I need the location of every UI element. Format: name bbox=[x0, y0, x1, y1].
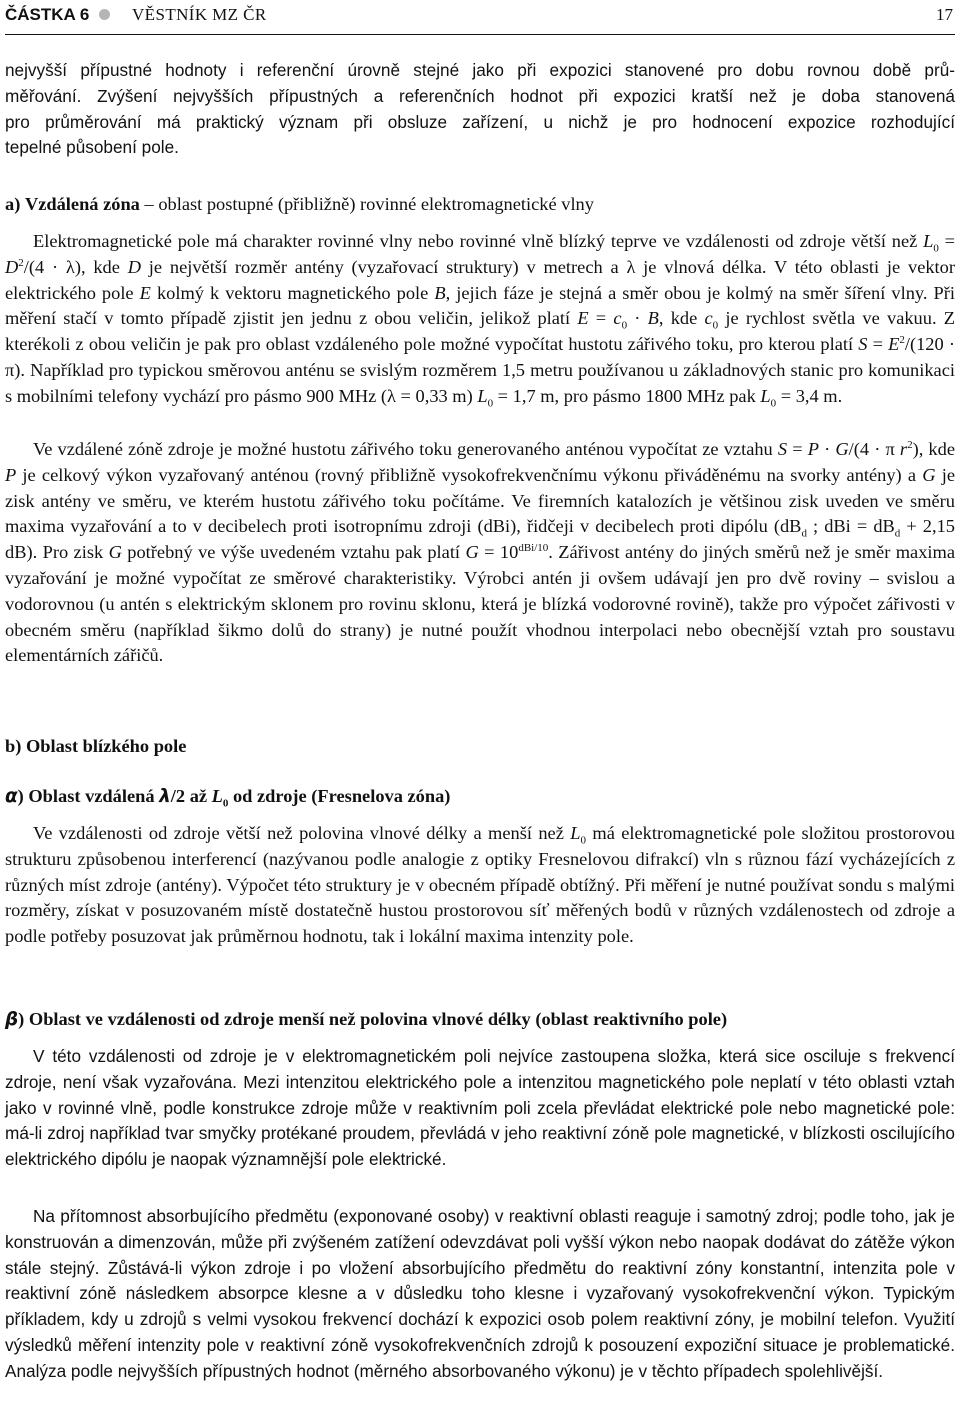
section-a-title: Vzdálená zóna bbox=[24, 194, 140, 214]
issue-part: ČÁSTKA 6 bbox=[5, 5, 90, 24]
intro-line: měřování. Zvýšení nejvyšších přípustných a referenčních hodnot při expozici kratší než je doba stanovená bbox=[5, 85, 955, 106]
section-alpha-heading: α) Oblast vzdálená λ/2 až $L_0$ od zdroje (Fresnelova zóna) bbox=[5, 786, 451, 810]
section-a-label: a) bbox=[5, 194, 21, 214]
section-alpha-paragraph: Ve vzdálenosti od zdroje větší než polovina vlnové délky a menší než $L_0$ má elektromagnetické pole složitou prostorovou strukturu způsobenou interferencí (nazývanou podle analogie z optiky Fresnelovou difrakcí) vln s různou fází vycházejících z různých míst zdroje (antény). Výpočet této struktury je v obecném případě obtížný. Při měření je nutné používat sondu s malými rozměry, získat v posuzovaném místě dostatečně hustou prostorovou síť měřených bodů v různých vzdálenostech od zdroje a podle potřeby posuzovat jak průměrnou hodnotu, tak i lokální maxima intenzity pole. bbox=[5, 823, 955, 947]
section-a-paragraph-2: Ve vzdálené zóně zdroje je možné hustotu zářivého toku generovaného anténou vypočítat ze vztahu S = P · G/(4 · π $r^2$), kde P je celkový výkon vyzařovaný anténou (rovný přibližně vysokofrekvenčnímu výkonu přiváděnému na svorky antény) a G je zisk antény ve směru, ve kterém hustotu zářivého toku počítáme. Ve firemních katalozích je většinou zisk uveden ve směru maxima vyzařování a to v decibelech proti isotropnímu zdroji (dBi), řidčeji v decibelech proti dipólu ($dB_d$ ; dBi = $dB_d + 2,15$ dB). Pro zisk G potřebný ve výše uvedeném vztahu pak platí $G = 10^{dBi/10}$. Zářivost antény do jiných směrů než je směr maxima vyzařování je možné vypočítat ze směrové charakteristiky. Výrobci antén ji ovšem udávají jen pro dvě roviny – svislou a vodorovnou (u antén s elektrickým sklonem pro rovinu sklonu, která je blízká vodorovné rovině), takže pro výpočet zářivosti v obecném směru (například šikmo dolů do strany) je nutné použít vhodnou interpolaci nebo obecnější vztah pro soustavu elementárních zářičů. bbox=[5, 438, 955, 666]
journal-title: VĚSTNÍK MZ ČR bbox=[132, 5, 267, 24]
intro-line: pro průměrování má praktický význam při obsluze zařízení, u nichž je pro hodnocení expozice rozhodující bbox=[5, 111, 955, 132]
section-beta-paragraph-2: Na přítomnost absorbujícího předmětu (exponované osoby) v reaktivní oblasti reaguje i samotný zdroj; podle toho, jak je konstruován a dimenzován, může při zvýšeném zatížení odevzdávat poli vyšší výkon nebo naopak dodávat do zátěže výkon stále stejný. Zůstává-li výkon zdroje i po vložení absorbujícího předmětu do reaktivní zóny konstantní, intenzita pole v reaktivní zóně následkem absorpce klesne a v důsledku toho klesne i vyzařovaný vysokofrekvenční výkon. Typickým příkladem, kdy u zdrojů s velmi vysokou frekvencí dochází k expozici osob polem reaktivní zóny, je mobilní telefon. Využití výsledků měření intenzity pole v reaktivní zóně vysokofrekvenčních zdrojů k posouzení expoziční situace je problematické. Analýza podle nejvyšších přípustných hodnot (měrného absorbovaného výkonu) je v těchto případech spolehlivější. bbox=[5, 1206, 955, 1381]
section-b-title: Oblast blízkého pole bbox=[25, 736, 187, 756]
intro-line: nejvyšší přípustné hodnoty i referenční úrovně stejné jako při expozici stanovené pro dobu rovnou době prů- bbox=[5, 60, 955, 80]
alpha-symbol: α bbox=[5, 786, 18, 807]
section-beta-heading: β) Oblast ve vzdálenosti od zdroje menší než polovina vlnové délky (oblast reaktivního pole) bbox=[5, 1009, 728, 1030]
page-header bbox=[5, 2, 955, 28]
section-a-heading bbox=[5, 192, 955, 218]
intro-paragraph bbox=[5, 58, 955, 161]
section-a-subtitle: oblast postupné (přibližně) rovinné elektromagnetické vlny bbox=[158, 194, 594, 214]
section-a-paragraph-1: Elektromagnetické pole má charakter rovinné vlny nebo rovinné vlně blízký teprve ve vzdálenosti od zdroje větší než $L_0 = D^2/(4 \cdot \lambda)$, kde D je největší rozměr antény (vyzařovací struktury) v metrech a λ je vlnová délka. V této oblasti je vektor elektrického pole E kolmý k vektoru magnetického pole B, jejich fáze je stejná a směr obou je kolmý na směr šíření vlny. Při měření stačí v tomto případě zjistit jen jednu z obou veličin, jelikož platí $E = c_0 \cdot B$, kde $c_0$ je rychlost světla ve vakuu. Z kterékoli z obou veličin je pak pro oblast vzdáleného pole možné vypočítat hustotu zářivého toku, pro kterou platí $S = E^2/(120 \cdot \pi)$. Například pro typickou směrovou anténu se svislým rozměrem 1,5 metru používanou u základnových stanic pro komunikaci s mobilními telefony vychází pro pásmo 900 MHz (λ = 0,33 m) $L_0 = 1,7$ m, pro pásmo 1800 MHz pak $L_0 = 3,4$ m. bbox=[5, 231, 955, 410]
intro-line: tepelné působení pole. bbox=[5, 137, 179, 158]
header-rule bbox=[5, 34, 955, 35]
page-number: 17 bbox=[936, 5, 953, 24]
section-a-dash: – bbox=[144, 194, 154, 214]
section-b-label: b) bbox=[5, 736, 22, 756]
beta-symbol: β bbox=[5, 1009, 19, 1030]
section-b-heading bbox=[5, 734, 955, 760]
bullet-dot-icon bbox=[99, 9, 110, 20]
section-beta-paragraph-1: V této vzdálenosti od zdroje je v elektromagnetickém poli nejvíce zastoupena složka, která sice osciluje s frekvencí zdroje, není však vyzařována. Mezi intenzitou elektrického pole a intenzitou magnetického pole neplatí v této oblasti vztah jako v rovinné vlně, podle konstrukce zdroje může v reaktivním poli zcela převládat elektrické pole nebo magnetické pole: má-li zdroj například tvar smyčky protékané proudem, převládá v jeho reaktivní zóně pole magnetické, v blízkosti oscilujícího elektrického dipólu je naopak významnější pole elektrické. bbox=[5, 1046, 955, 1170]
